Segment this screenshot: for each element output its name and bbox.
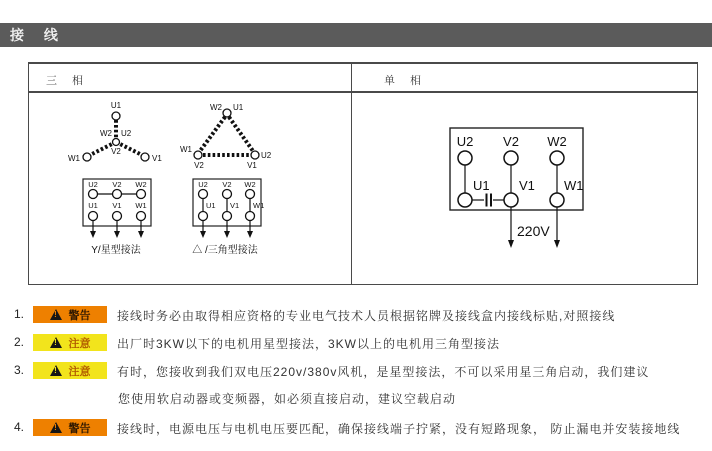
terminal-label: V1 [112, 201, 122, 210]
arrow-down-icon [247, 231, 253, 238]
terminal-label: U2 [121, 129, 132, 138]
caution-badge [33, 334, 107, 351]
terminal-label: V2 [112, 180, 122, 189]
terminal-label: W2 [210, 103, 222, 112]
warning-badge [33, 419, 107, 436]
badge-label: 警告 [68, 422, 91, 435]
terminal-label: V1 [247, 161, 257, 170]
arrow-down-icon [90, 231, 96, 238]
alert-triangle-icon: ! [50, 422, 62, 433]
col-header-three-phase: 三 相 [46, 75, 90, 87]
note-text-continued: 您使用软启动器或变频器，如必须直接启动，建议空载启动 [118, 392, 457, 406]
terminal-circle [83, 153, 91, 161]
terminal-label: V2 [111, 147, 121, 156]
note-text: 接线时务必由取得相应资格的专业电气技术人员根据铭牌及接线盒内接线标贴,对照接线 [117, 309, 616, 323]
terminal-circle [199, 212, 208, 221]
terminal-circle [113, 190, 122, 199]
note-text: 接线时，电源电压与电机电压要匹配，确保接线端子拧紧，没有短路现象， 防止漏电并安装接地线 [117, 422, 681, 436]
three-phase-diagrams [28, 92, 350, 284]
terminal-circle [223, 190, 232, 199]
terminal-board-delta [192, 179, 264, 256]
terminal-label: U1 [233, 103, 244, 112]
arrow-down-icon [138, 231, 144, 238]
terminal-label: U2 [198, 180, 208, 189]
terminal-label: U2 [261, 151, 272, 160]
terminal-label: V2 [222, 180, 232, 189]
terminal-circle [458, 193, 472, 207]
star-center-junction [113, 139, 120, 146]
section-header-bar [0, 23, 712, 47]
note-text: 有时，您接收到我们双电压220v/380v风机，是星型接法，不可以采用星三角启动，我们建议 [117, 365, 650, 379]
terminal-label: W1 [253, 201, 265, 210]
terminal-label: U1 [206, 201, 216, 210]
terminal-circle [199, 190, 208, 199]
terminal-circle [137, 212, 146, 221]
section-title: 接 线 [10, 27, 66, 43]
note-row [0, 362, 712, 380]
terminal-label: V1 [230, 201, 240, 210]
terminal-circle [504, 151, 518, 165]
badge-label: 注意 [68, 365, 91, 378]
terminal-label: W2 [100, 129, 112, 138]
terminal-label: V2 [194, 161, 204, 170]
col-header-single-phase: 单 相 [384, 75, 428, 87]
delta-winding-diagram [180, 103, 272, 170]
star-winding-diagram [68, 101, 162, 163]
terminal-label: V1 [152, 154, 162, 163]
terminal-label: W1 [135, 201, 147, 210]
note-number: 1. [14, 307, 25, 321]
terminal-circle [112, 112, 120, 120]
delta-board-caption: △ /三角型接法 [192, 245, 258, 256]
terminal-circle [223, 212, 232, 221]
note-row [0, 419, 712, 437]
note-row [0, 334, 712, 352]
terminal-label: V1 [519, 178, 535, 193]
terminal-circle [194, 151, 202, 159]
arrow-down-icon [554, 240, 560, 248]
terminal-circle [550, 193, 564, 207]
terminal-label: W2 [547, 134, 567, 149]
note-number: 4. [14, 420, 25, 434]
star-board-caption: Y/星型接法 [91, 245, 141, 256]
capacitor-symbol [472, 194, 504, 207]
warning-badge [33, 306, 107, 323]
alert-triangle-icon: ! [50, 365, 62, 376]
terminal-circle [137, 190, 146, 199]
terminal-circle [141, 153, 149, 161]
terminal-circle [458, 151, 472, 165]
terminal-circle [251, 151, 259, 159]
terminal-label: U1 [88, 201, 98, 210]
terminal-circle [223, 109, 231, 117]
terminal-label: W2 [135, 180, 147, 189]
note-number: 3. [14, 363, 25, 377]
voltage-label: 220V [517, 223, 550, 239]
single-phase-diagram [351, 90, 697, 285]
note-number: 2. [14, 335, 25, 349]
terminal-circle [246, 190, 255, 199]
terminal-label: W1 [564, 178, 584, 193]
terminal-label: U1 [110, 101, 122, 110]
arrow-down-icon [224, 231, 230, 238]
arrow-down-icon [200, 231, 206, 238]
terminal-circle [504, 193, 518, 207]
terminal-circle [113, 212, 122, 221]
note-row [0, 306, 712, 324]
terminal-label: U2 [456, 134, 474, 149]
terminal-board-star [83, 179, 151, 256]
terminal-label: W1 [180, 145, 192, 154]
terminal-label: U1 [473, 178, 490, 193]
terminal-label: W2 [244, 180, 256, 189]
alert-triangle-icon: ! [50, 309, 62, 320]
caution-badge [33, 362, 107, 379]
terminal-label: W1 [68, 154, 80, 163]
arrow-down-icon [508, 240, 514, 248]
note-text: 出厂时3KW以下的电机用星型接法，3KW以上的电机用三角型接法 [117, 337, 501, 351]
terminal-circle [550, 151, 564, 165]
terminal-circle [89, 190, 98, 199]
badge-label: 警告 [68, 309, 91, 322]
badge-label: 注意 [68, 337, 91, 350]
arrow-down-icon [114, 231, 120, 238]
terminal-circle [89, 212, 98, 221]
terminal-circle [246, 212, 255, 221]
terminal-label: U2 [88, 180, 98, 189]
terminal-label: V2 [503, 134, 519, 149]
alert-triangle-icon: ! [50, 337, 62, 348]
